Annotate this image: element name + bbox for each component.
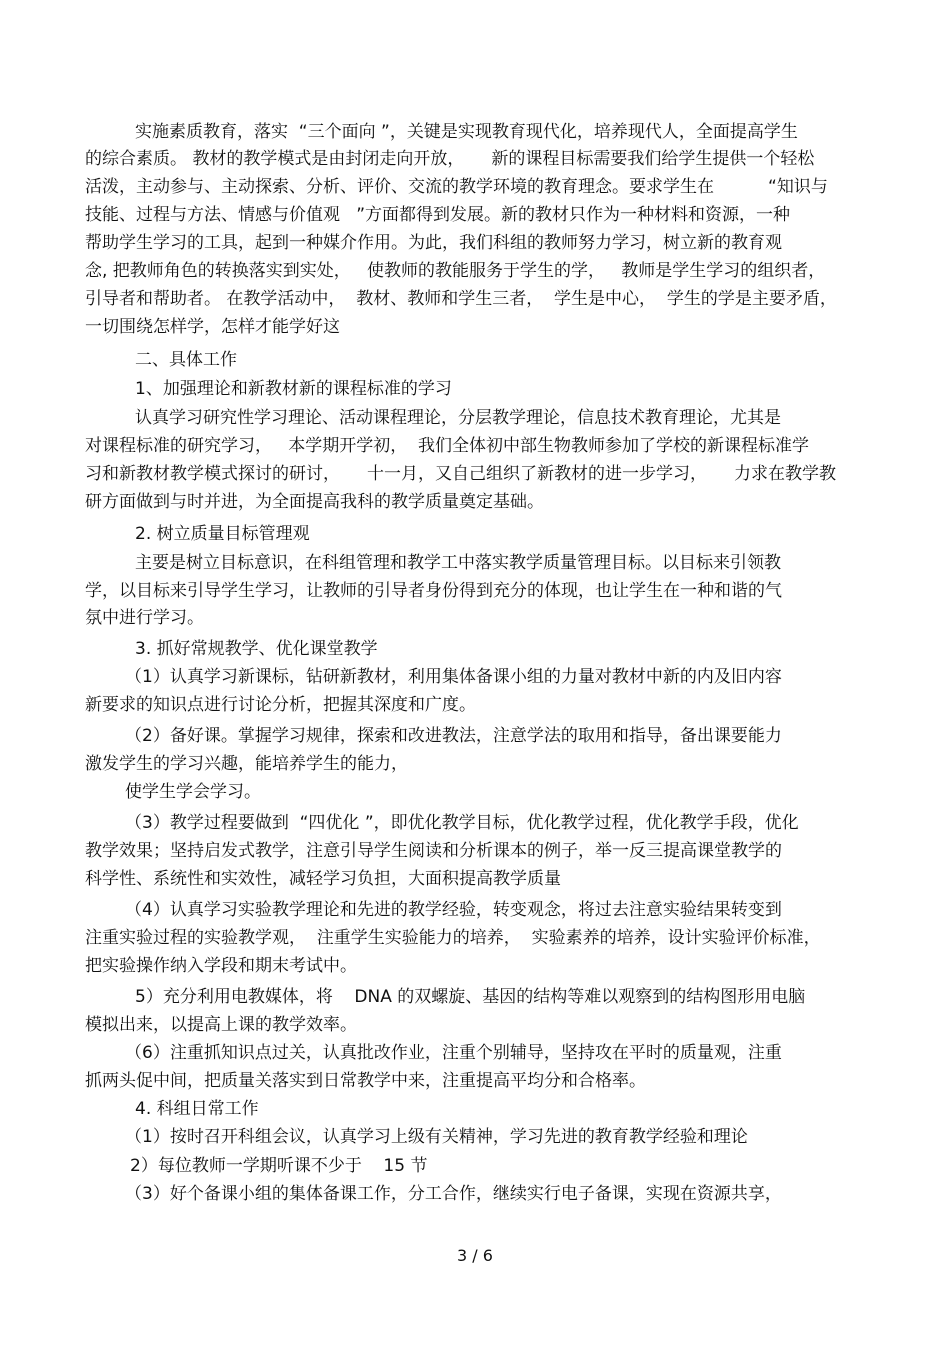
text-line: 的综合素质。 教材的教学模式是由封闭走向开放， 新的课程目标需要我们给学生提供一个轻松: [85, 149, 815, 169]
text-line: 活泼，主动参与、主动探索、分析、评价、交流的教学环境的教育理念。要求学生在 “知识与: [85, 177, 828, 197]
text-line: 5）充分利用电教媒体，将 DNA 的双螺旋、基因的结构等难以观察到的结构图形用电脑: [135, 987, 806, 1007]
subsection-heading: 1、加强理论和新教材新的课程标准的学习: [135, 379, 452, 399]
text-line: （6）注重抓知识点过关，认真批改作业，注重个别辅导，坚持攻在平时的质量观，注重: [125, 1043, 782, 1063]
text-line: 科学性、系统性和实效性，减轻学习负担，大面积提高教学质量: [85, 869, 561, 889]
text-line: 对课程标准的研究学习， 本学期开学初， 我们全体初中部生物教师参加了学校的新课程标准学: [85, 436, 810, 456]
text-line: 把实验操作纳入学段和期末考试中。: [85, 956, 357, 976]
text-line: （4）认真学习实验教学理论和先进的教学经验，转变观念，将过去注意实验结果转变到: [125, 900, 782, 920]
text-line: 技能、过程与方法、情感与价值观 ”方面都得到发展。新的教材只作为一种材料和资源，一种: [85, 205, 791, 225]
subsection-heading: 3. 抓好常规教学、优化课堂教学: [135, 639, 378, 659]
subsection-heading: 4. 科组日常工作: [135, 1099, 259, 1119]
text-line: 念, 把教师角色的转换落实到实处， 使教师的教能服务于学生的学， 教师是学生学习的组织者，: [85, 261, 826, 281]
text-line: 氛中进行学习。: [85, 608, 204, 628]
text-line: 使学生学会学习。: [125, 782, 261, 802]
text-line: 模拟出来，以提高上课的教学效率。: [85, 1015, 357, 1035]
text-line: 引导者和帮助者。 在教学活动中， 教材、教师和学生三者， 学生是中心， 学生的学是主要矛盾，: [85, 289, 837, 309]
text-line: （3）好个备课小组的集体备课工作，分工合作，继续实行电子备课，实现在资源共享，: [125, 1184, 782, 1204]
text-line: 实施素质教育，落实 “三个面向 ”，关键是实现教育现代化，培养现代人，全面提高学生: [135, 122, 798, 142]
text-line: 习和新教材教学模式探讨的研讨， 十一月，又自己组织了新教材的进一步学习， 力求在教学教: [85, 464, 837, 484]
page-number: 3 / 6: [457, 1246, 493, 1265]
text-line: 主要是树立目标意识，在科组管理和教学工中落实教学质量管理目标。以目标来引领教: [135, 553, 781, 573]
text-line: 认真学习研究性学习理论、活动课程理论，分层教学理论，信息技术教育理论，尤其是: [135, 408, 781, 428]
subsection-heading: 2. 树立质量目标管理观: [135, 524, 310, 544]
text-line: （1）按时召开科组会议，认真学习上级有关精神，学习先进的教育教学经验和理论: [125, 1127, 748, 1147]
text-line: 2）每位教师一学期听课不少于 15 节: [130, 1156, 428, 1176]
text-line: 学，以目标来引导学生学习，让教师的引导者身份得到充分的体现，也让学生在一种和谐的气: [85, 581, 782, 601]
text-line: 抓两头促中间，把质量关落实到日常教学中来，注重提高平均分和合格率。: [85, 1071, 646, 1091]
text-line: 新要求的知识点进行讨论分析，把握其深度和广度。: [85, 695, 476, 715]
text-line: 激发学生的学习兴趣，能培养学生的能力，: [85, 754, 408, 774]
text-line: 帮助学生学习的工具，起到一种媒介作用。为此，我们科组的教师努力学习，树立新的教育观: [85, 233, 782, 253]
text-line: 教学效果；坚持启发式教学，注意引导学生阅读和分析课本的例子，举一反三提高课堂教学的: [85, 841, 782, 861]
text-line: （3）教学过程要做到 “四优化 ”，即优化教学目标，优化教学过程，优化教学手段，优化: [125, 813, 799, 833]
text-line: （1）认真学习新课标，钻研新教材，利用集体备课小组的力量对教材中新的内及旧内容: [125, 667, 782, 687]
text-line: 研方面做到与时并进，为全面提高我科的教学质量奠定基础。: [85, 492, 544, 512]
text-line: 注重实验过程的实验教学观， 注重学生实验能力的培养， 实验素养的培养，设计实验评价标准，: [85, 928, 821, 948]
section-heading: 二、具体工作: [135, 350, 237, 370]
text-line: （2）备好课。掌握学习规律，探索和改进教法，注意学法的取用和指导，备出课要能力: [125, 726, 782, 746]
text-line: 一切围绕怎样学，怎样才能学好这: [85, 317, 340, 337]
